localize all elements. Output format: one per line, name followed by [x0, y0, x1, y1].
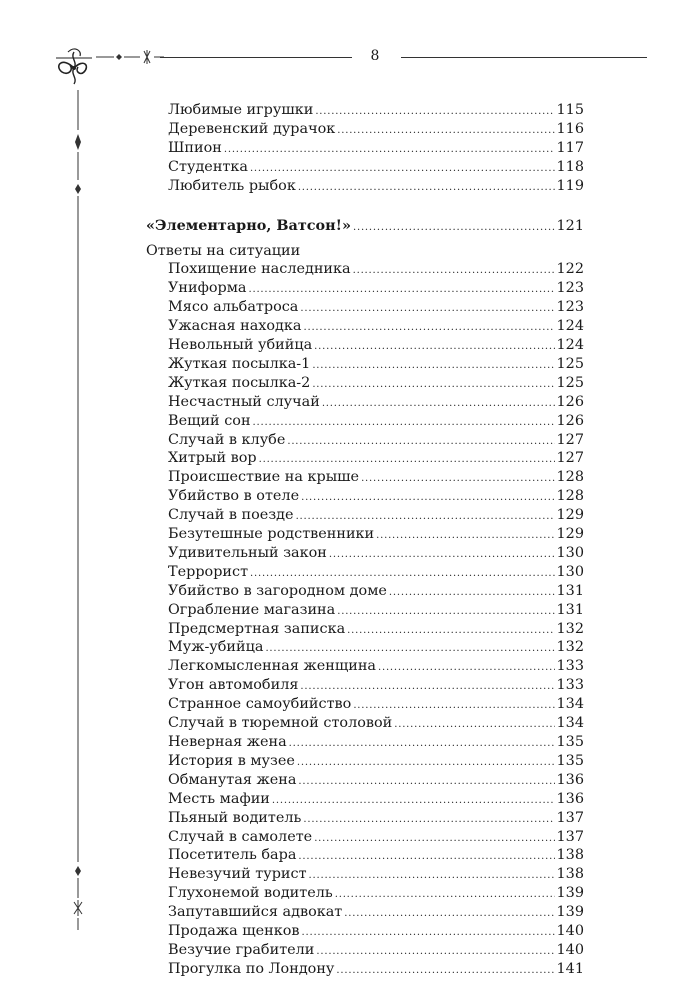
toc-entry[interactable] — [146, 810, 584, 829]
toc-entry-title: Похищение наследника — [168, 261, 351, 278]
toc-entry-title: Обманутая жена — [168, 771, 297, 788]
toc-entry-title: Убийство в отеле — [168, 488, 300, 505]
toc-section-label: Ответы на ситуации — [146, 243, 301, 260]
toc-entry-page: 140 — [556, 941, 584, 958]
toc-entry-title: Невезучий турист — [168, 866, 307, 883]
table-of-contents — [146, 102, 584, 980]
dot-leader — [336, 962, 554, 980]
toc-entry-title: Вещий сон — [168, 412, 251, 429]
toc-entry-page: 138 — [556, 847, 584, 864]
toc-entry-page: 131 — [556, 601, 584, 618]
toc-entry-title: Странное самоубийство — [168, 696, 352, 713]
dot-leader — [329, 546, 555, 564]
toc-entry-page: 134 — [556, 715, 584, 732]
toc-entry[interactable] — [146, 318, 584, 337]
toc-entry[interactable] — [146, 942, 584, 961]
toc-entry-page: 126 — [556, 393, 584, 410]
dot-leader — [298, 179, 555, 197]
toc-entry-title: Шпион — [168, 139, 222, 156]
dot-leader — [316, 943, 554, 961]
dot-leader — [303, 811, 554, 829]
toc-entry-title: Происшествие на крыше — [168, 469, 360, 486]
dot-leader — [322, 395, 555, 413]
toc-entry-page: 137 — [556, 809, 584, 826]
toc-entry[interactable] — [146, 696, 584, 715]
toc-entry[interactable] — [146, 121, 584, 140]
toc-entry-title: Удивительный закон — [168, 544, 327, 561]
toc-entry-title: Запутавшийся адвокат — [168, 904, 343, 921]
dot-leader — [389, 584, 555, 602]
toc-entry-title: Мясо альбатроса — [168, 299, 299, 316]
toc-entry-page: 129 — [556, 507, 584, 524]
dot-leader — [265, 640, 554, 658]
toc-entry-title: Любитель рыбок — [168, 177, 296, 194]
toc-entry-page: 125 — [556, 355, 584, 372]
toc-entry-page: 119 — [556, 177, 584, 194]
dot-leader — [312, 376, 554, 394]
toc-entry-page: 133 — [556, 677, 584, 694]
toc-entry[interactable] — [146, 715, 584, 734]
toc-entry-title: Хитрый вор — [168, 450, 257, 467]
toc-entry-title: Студентка — [168, 158, 248, 175]
dot-leader — [312, 357, 554, 375]
toc-entry-title: Глухонемой водитель — [168, 885, 333, 902]
toc-entry[interactable] — [146, 866, 584, 885]
dot-leader — [224, 141, 555, 159]
toc-entry[interactable] — [146, 102, 584, 121]
dot-leader — [394, 716, 554, 734]
header-ornament — [44, 38, 164, 86]
toc-entry-page: 130 — [556, 544, 584, 561]
toc-entry-page: 117 — [556, 139, 584, 156]
toc-entry-title: Прогулка по Лондону — [168, 960, 335, 977]
toc-entry-page: 118 — [556, 158, 584, 175]
dot-leader — [361, 470, 554, 488]
dot-leader — [376, 527, 554, 545]
toc-entry[interactable] — [146, 753, 584, 772]
header-rule-right — [401, 57, 647, 58]
dot-leader — [298, 773, 554, 791]
dot-leader — [337, 122, 554, 140]
toc-entry-title: Случай в поезде — [168, 507, 294, 524]
toc-entry[interactable] — [146, 299, 584, 318]
toc-entry-title: Террорист — [168, 563, 249, 580]
toc-entry-title: Жуткая посылка-2 — [168, 374, 311, 391]
toc-entry-page: 128 — [556, 469, 584, 486]
dot-leader — [353, 219, 555, 237]
toc-entry-page: 116 — [556, 120, 584, 137]
dot-leader — [300, 678, 554, 696]
header-rule-left — [160, 57, 352, 58]
toc-entry[interactable] — [146, 337, 584, 356]
toc-entry-title: Убийство в загородном доме — [168, 582, 387, 599]
toc-entry-page: 125 — [556, 374, 584, 391]
toc-entry-page: 136 — [556, 790, 584, 807]
toc-entry[interactable] — [146, 847, 584, 866]
vertical-ornament-rule — [73, 90, 83, 930]
toc-entry-title: Несчастный случай — [168, 393, 320, 410]
toc-entry[interactable] — [146, 375, 584, 394]
toc-entry-page: 134 — [556, 696, 584, 713]
toc-entry[interactable] — [146, 140, 584, 159]
toc-entry-page: 140 — [556, 923, 584, 940]
dot-leader — [304, 319, 555, 337]
dot-leader — [315, 103, 554, 121]
toc-entry-page: 135 — [556, 734, 584, 750]
toc-entry-page: 141 — [556, 960, 584, 977]
dot-leader — [314, 338, 554, 356]
toc-entry[interactable] — [146, 545, 584, 564]
toc-entry[interactable] — [146, 639, 584, 658]
toc-entry[interactable] — [146, 923, 584, 942]
toc-entry[interactable] — [146, 488, 584, 507]
dot-leader — [300, 300, 554, 318]
toc-entry-title: Продажа щенков — [168, 923, 300, 940]
toc-entry-title: Муж-убийца — [168, 639, 264, 656]
dot-leader — [253, 414, 555, 432]
toc-entry-title: Месть мафии — [168, 790, 270, 807]
toc-entry-title: Безутешные родственники — [168, 526, 375, 543]
toc-entry-page: 139 — [556, 885, 584, 902]
toc-entry-title: Неверная жена — [168, 734, 287, 750]
toc-entry[interactable] — [146, 469, 584, 488]
dot-leader — [378, 659, 555, 677]
toc-entry[interactable] — [146, 602, 584, 621]
dot-leader — [347, 622, 554, 640]
toc-entry[interactable] — [146, 885, 584, 904]
dot-leader — [314, 830, 554, 848]
toc-entry-title: Любимые игрушки — [168, 102, 314, 118]
toc-entry-page: 127 — [556, 431, 584, 448]
toc-entry[interactable] — [146, 677, 584, 696]
toc-entry[interactable] — [146, 413, 584, 432]
toc-entry-title: Случай в клубе — [168, 431, 286, 448]
toc-entry-page: 128 — [556, 488, 584, 505]
dot-leader — [337, 603, 554, 621]
toc-entry-page: 138 — [556, 866, 584, 883]
dot-leader — [309, 867, 555, 885]
toc-entry-page: 130 — [556, 563, 584, 580]
dot-leader — [259, 451, 555, 469]
toc-chapter-entry[interactable] — [146, 217, 584, 237]
toc-entry[interactable] — [146, 178, 584, 197]
toc-entry[interactable] — [146, 432, 584, 451]
toc-entry-page: 132 — [556, 620, 584, 637]
toc-entry[interactable] — [146, 450, 584, 469]
toc-entry[interactable] — [146, 583, 584, 602]
toc-entry-title: Легкомысленная женщина — [168, 658, 376, 675]
dot-leader — [298, 848, 554, 866]
toc-entry[interactable] — [146, 261, 584, 280]
dot-leader — [272, 792, 555, 810]
dot-leader — [344, 905, 554, 923]
toc-entry-page: 133 — [556, 658, 584, 675]
toc-entry-title: Везучие грабители — [168, 941, 315, 958]
toc-entry-title: Пьяный водитель — [168, 809, 302, 826]
dot-leader — [353, 697, 554, 715]
toc-entry-page: 124 — [556, 318, 584, 335]
toc-entry-title: Ограбление магазина — [168, 601, 336, 618]
toc-entry-page: 123 — [556, 299, 584, 316]
dot-leader — [249, 281, 555, 299]
toc-entry[interactable] — [146, 658, 584, 677]
toc-entry-page: 137 — [556, 828, 584, 845]
toc-entry-title: Случай в самолете — [168, 828, 313, 845]
dot-leader — [301, 489, 554, 507]
toc-entry[interactable] — [146, 734, 584, 753]
toc-chapter-page: 121 — [556, 217, 584, 234]
toc-entry-title: Деревенский дурачок — [168, 120, 336, 137]
dot-leader — [250, 160, 555, 178]
toc-entry-title: Невольный убийца — [168, 336, 313, 353]
toc-entry-title: Униформа — [168, 280, 247, 297]
toc-entry-title: Случай в тюремной столовой — [168, 715, 393, 732]
toc-entry-page: 122 — [556, 261, 584, 278]
toc-entry[interactable] — [146, 356, 584, 375]
toc-entry-page: 124 — [556, 336, 584, 353]
dot-leader — [297, 754, 555, 772]
toc-entry-page: 136 — [556, 771, 584, 788]
toc-chapter-title: «Элементарно, Ватсон!» — [146, 216, 351, 234]
toc-entry[interactable] — [146, 507, 584, 526]
dot-leader — [287, 433, 554, 451]
dot-leader — [250, 565, 555, 583]
toc-entry-page: 135 — [556, 752, 584, 769]
toc-entry[interactable] — [146, 280, 584, 299]
dot-leader — [353, 262, 555, 280]
toc-entry[interactable] — [146, 772, 584, 791]
toc-entry-title: Угон автомобиля — [168, 677, 299, 694]
toc-entry[interactable] — [146, 159, 584, 178]
page-number: 8 — [370, 48, 380, 64]
toc-entry[interactable] — [146, 904, 584, 923]
toc-entry[interactable] — [146, 394, 584, 413]
toc-entry[interactable] — [146, 961, 584, 980]
toc-entry[interactable] — [146, 829, 584, 848]
toc-entry-page: 127 — [556, 450, 584, 467]
dot-leader — [289, 735, 555, 753]
toc-entry[interactable] — [146, 621, 584, 640]
dot-leader — [296, 508, 555, 526]
toc-entry-page: 123 — [556, 280, 584, 297]
toc-entry-page: 115 — [556, 102, 584, 118]
toc-entry-page: 126 — [556, 412, 584, 429]
toc-entry-title: Ужасная находка — [168, 318, 302, 335]
toc-entry-title: Предсмертная записка — [168, 620, 346, 637]
toc-entry-page: 132 — [556, 639, 584, 656]
toc-entry-title: Жуткая посылка-1 — [168, 355, 311, 372]
toc-entry[interactable] — [146, 564, 584, 583]
toc-entry-page: 139 — [556, 904, 584, 921]
toc-entry-title: Посетитель бара — [168, 847, 297, 864]
toc-entry-title: История в музее — [168, 752, 295, 769]
dot-leader — [335, 886, 555, 904]
toc-entry-page: 131 — [556, 582, 584, 599]
toc-entry-page: 129 — [556, 526, 584, 543]
dot-leader — [302, 924, 555, 942]
toc-entry[interactable] — [146, 791, 584, 810]
toc-entry[interactable] — [146, 526, 584, 545]
